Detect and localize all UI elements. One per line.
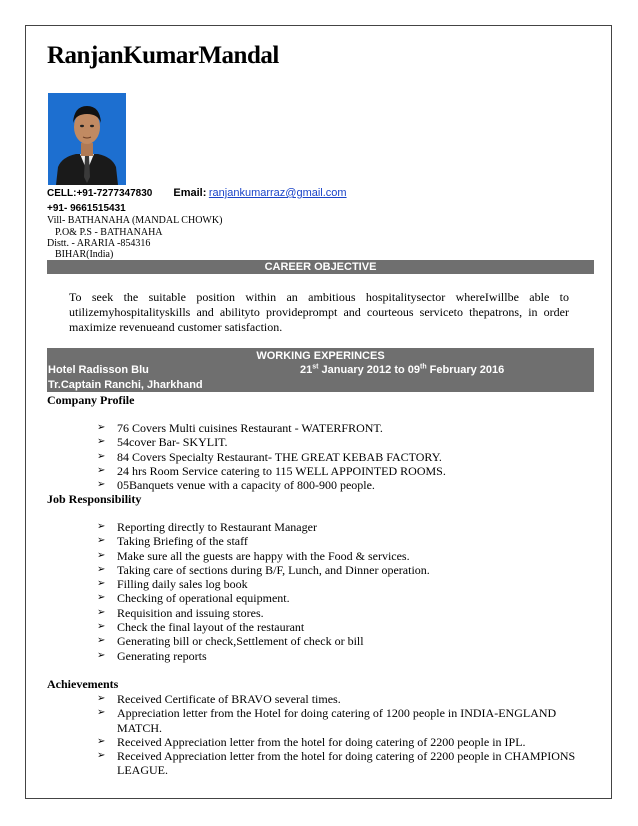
list-item: ➢ Reporting directly to Restaurant Manager [97, 520, 317, 534]
arrow-bullet-icon: ➢ [97, 563, 106, 575]
arrow-bullet-icon: ➢ [97, 450, 106, 462]
career-objective-text: To seek the suitable position within an ambitious hospitalitysector whereIwillbe able to utilizemyhospitalityskills and abilityto provideprompt and courteous serviceto thepatrons, in order maximize revenueand customer satisfaction. [69, 290, 569, 334]
job-responsibility-list [97, 520, 577, 663]
work-experience-title: WORKING EXPERINCES [256, 350, 385, 362]
address-line-2: P.O& P.S - BATHANAHA [55, 227, 163, 238]
arrow-bullet-icon: ➢ [97, 549, 106, 561]
job-responsibility-heading: Job Responsibility [47, 492, 142, 506]
email-link[interactable]: ranjankumarraz@gmail.com [208, 187, 347, 199]
list-item: ➢ Check the final layout of the restaurant [97, 620, 305, 635]
list-item: ➢ Make sure all the guests are happy with the Food & services. [97, 548, 410, 563]
list-item: ➢ Received Appreciation letter from the hotel for doing catering of 2200 people in CHAMPIONS LEAGUE. [97, 749, 576, 778]
hotel-name: Hotel Radisson Blu [48, 364, 149, 376]
employment-dates: 21st January 2012 to 09th February 2016 [300, 363, 505, 376]
list-item: ➢ 54cover Bar- SKYLIT. [97, 435, 228, 450]
arrow-bullet-icon: ➢ [97, 521, 106, 532]
arrow-bullet-icon: ➢ [97, 535, 106, 547]
address-line-3: Distt. - ARARIA -854316 [47, 238, 151, 249]
email-label: Email: [173, 187, 207, 199]
work-experience-header [47, 348, 594, 392]
company-profile-list [97, 421, 577, 492]
list-item: ➢ 76 Covers Multi cuisines Restaurant - WATERFRONT. [97, 421, 383, 435]
arrow-bullet-icon: ➢ [97, 479, 106, 491]
arrow-bullet-icon: ➢ [97, 707, 106, 719]
profile-photo [48, 93, 126, 185]
arrow-bullet-icon: ➢ [97, 578, 106, 590]
list-item: ➢ Checking of operational equipment. [97, 591, 290, 606]
arrow-bullet-icon: ➢ [97, 750, 106, 762]
career-objective-header: CAREER OBJECTIVE [47, 260, 594, 274]
arrow-bullet-icon: ➢ [97, 621, 106, 633]
list-item: ➢ Appreciation letter from the Hotel for doing catering of 1200 people in INDIA-ENGLAND MATCH. [97, 706, 557, 735]
list-item: ➢ 84 Covers Specialty Restaurant- THE GREAT KEBAB FACTORY. [97, 449, 442, 464]
arrow-bullet-icon: ➢ [97, 606, 106, 618]
arrow-bullet-icon: ➢ [97, 422, 106, 433]
hotel-location: Tr.Captain Ranchi, Jharkhand [48, 379, 203, 391]
arrow-bullet-icon: ➢ [97, 592, 106, 604]
list-item: ➢ Requisition and issuing stores. [97, 605, 264, 620]
achievements-heading: Achievements [47, 677, 119, 691]
cell-number: CELL:+91-7277347830 [47, 188, 153, 199]
arrow-bullet-icon: ➢ [97, 464, 106, 476]
address-line-1: Vill- BATHANAHA (MANDAL CHOWK) [47, 215, 223, 226]
arrow-bullet-icon: ➢ [97, 735, 106, 747]
contact-cell-email-line [47, 187, 347, 200]
list-item: ➢ Taking Briefing of the staff [97, 534, 248, 549]
achievements-list [97, 692, 579, 778]
list-item: ➢ Received Appreciation letter from the hotel for doing catering of 2200 people in IPL. [97, 734, 526, 749]
candidate-name: RanjanKumarMandal [47, 42, 279, 69]
list-item: ➢ 05Banquets venue with a capacity of 800-900 people. [97, 478, 375, 493]
company-profile-heading: Company Profile [47, 393, 135, 407]
phone-secondary: +91- 9661515431 [47, 203, 126, 214]
arrow-bullet-icon: ➢ [97, 436, 106, 448]
list-item: ➢ Taking care of sections during B/F, Lunch, and Dinner operation. [97, 562, 430, 577]
list-item: ➢ Filling daily sales log book [97, 577, 248, 592]
arrow-bullet-icon: ➢ [97, 635, 106, 647]
list-item: ➢ Generating reports [97, 648, 207, 663]
arrow-bullet-icon: ➢ [97, 649, 106, 661]
list-item: ➢ Received Certificate of BRAVO several times. [97, 692, 341, 706]
address-line-4: BIHAR(India) [55, 249, 114, 260]
arrow-bullet-icon: ➢ [97, 693, 106, 704]
list-item: ➢ Generating bill or check,Settlement of check or bill [97, 634, 364, 649]
list-item: ➢ 24 hrs Room Service catering to 115 WELL APPOINTED ROOMS. [97, 463, 446, 478]
